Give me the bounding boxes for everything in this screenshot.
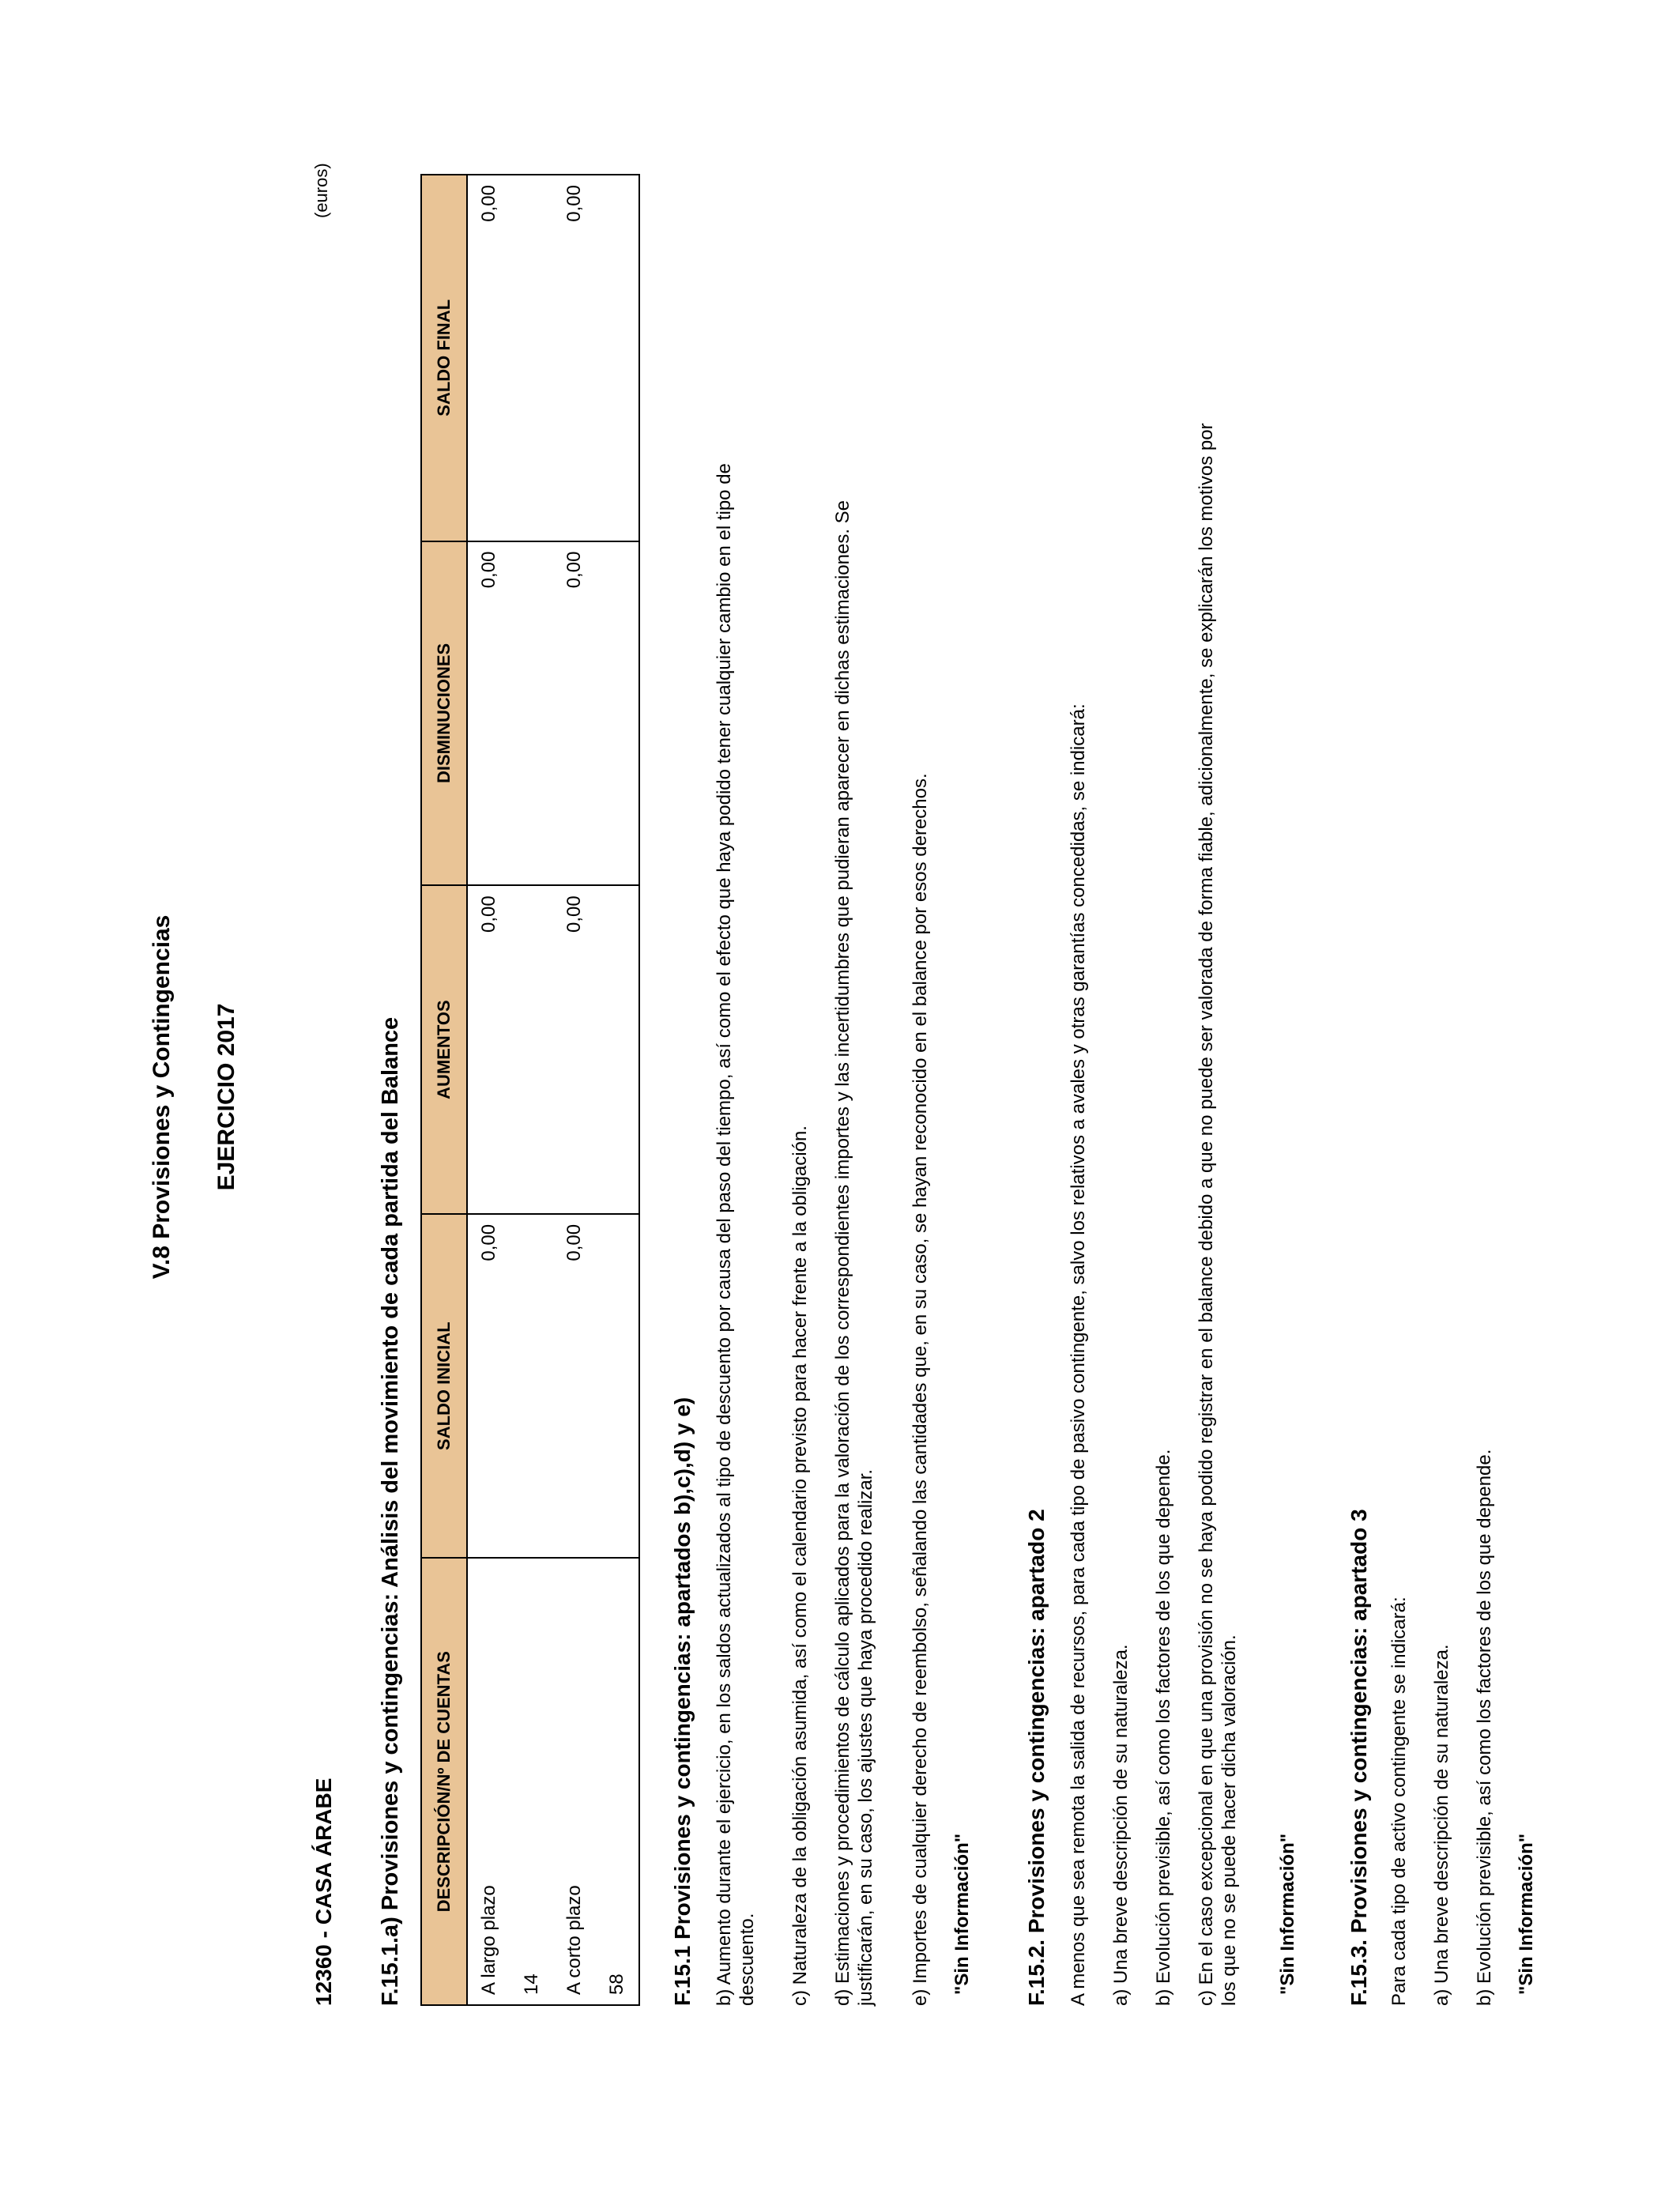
s1-b-line1: b) Aumento durante el ejercicio, en los saldos actualizados al tipo de descuento por causa del paso del tiempo, así como el efecto que haya podido tener cualquier cambio en el tipo de bbox=[714, 463, 735, 2006]
entity-name: 12360 - CASA ÁRABE bbox=[311, 1777, 336, 2006]
table-row bbox=[510, 175, 553, 2005]
cell-disminuciones: 0,00 bbox=[467, 541, 510, 886]
row-desc: A corto plazo bbox=[553, 1558, 596, 2005]
row-desc: 14 bbox=[510, 1558, 553, 2005]
s1-item-c: c) Naturaleza de la obligación asumida, así como el calendario previsto para hacer frente a la obligación. bbox=[789, 1125, 811, 2006]
s3-intro: Para cada tipo de activo contingente se indicará: bbox=[1388, 1596, 1410, 2006]
s2-intro: A menos que sea remota la salida de recursos, para cada tipo de pasivo contingente, salvo los relativos a avales y otras garantías concedidas, se indicará: bbox=[1068, 703, 1089, 2006]
s1-sin-informacion: "Sin Información" bbox=[951, 1833, 973, 1995]
cell-saldo-final: 0,00 bbox=[553, 175, 596, 541]
unit-label: (euros) bbox=[311, 163, 331, 218]
header-aumentos: AUMENTOS bbox=[421, 885, 467, 1214]
table-row bbox=[467, 175, 510, 2005]
s2-sin-informacion: "Sin Información" bbox=[1277, 1833, 1298, 1995]
provisions-table bbox=[420, 174, 640, 2006]
s2-item-c bbox=[1195, 172, 1241, 2006]
s1-item-e: e) Importes de cualquier derecho de reembolso, señalando las cantidades que, en su caso, se hayan reconocido en el balance por esos derechos. bbox=[910, 773, 931, 2006]
table-row bbox=[596, 175, 639, 2005]
s2-c-line2: los que no se puede hacer dicha valoración. bbox=[1219, 1634, 1240, 2006]
cell-saldo-inicial bbox=[596, 1214, 639, 1559]
s1-d-line1: d) Estimaciones y procedimientos de cálculo aplicados para la valoración de los correspondientes importes y las incertidumbres que pudieran aparecer en dichas estimaciones. Se bbox=[832, 499, 853, 2006]
s1-b-line2: descuento. bbox=[736, 1913, 758, 2006]
s2-c-line1: c) En el caso excepcional en que una provisión no se haya podido registrar en el balance debido a que no puede ser valorada de forma fiable, adicionalmente, se explicarán los motivos por bbox=[1196, 423, 1217, 2006]
cell-saldo-final: 0,00 bbox=[467, 175, 510, 541]
doc-title: V.8 Provisiones y Contingencias bbox=[149, 914, 175, 1280]
cell-saldo-inicial: 0,00 bbox=[467, 1214, 510, 1559]
cell-aumentos bbox=[510, 885, 553, 1214]
cell-disminuciones: 0,00 bbox=[553, 541, 596, 886]
header-saldo-inicial: SALDO INICIAL bbox=[421, 1214, 467, 1559]
table-header-row bbox=[421, 175, 467, 2005]
cell-aumentos: 0,00 bbox=[553, 885, 596, 1214]
cell-saldo-inicial bbox=[510, 1214, 553, 1559]
header-descripcion: DESCRIPCIÓN/Nº DE CUENTAS bbox=[421, 1558, 467, 2005]
s1-item-d bbox=[831, 172, 877, 2006]
table-heading: F.15.1.a) Provisiones y contingencias: Análisis del movimiento de cada partida del Balance bbox=[378, 1016, 403, 2006]
s3-item-a: a) Una breve descripción de su naturaleza. bbox=[1431, 1644, 1452, 2006]
cell-aumentos bbox=[596, 885, 639, 1214]
s1-item-b bbox=[713, 172, 759, 2006]
cell-saldo-final bbox=[510, 175, 553, 541]
s3-item-b: b) Evolución previsible, así como los factores de los que depende. bbox=[1474, 1449, 1495, 2006]
cell-aumentos: 0,00 bbox=[467, 885, 510, 1214]
s1-d-line2: justificarán, en su caso, los ajustes que haya procedido realizar. bbox=[855, 1468, 876, 2006]
cell-disminuciones bbox=[510, 541, 553, 886]
section-3-heading: F.15.3. Provisiones y contingencias: apartado 3 bbox=[1347, 1509, 1371, 2006]
cell-saldo-inicial: 0,00 bbox=[553, 1214, 596, 1559]
table-row bbox=[553, 175, 596, 2005]
row-desc: A largo plazo bbox=[467, 1558, 510, 2005]
cell-disminuciones bbox=[596, 541, 639, 886]
row-desc: 58 bbox=[596, 1558, 639, 2005]
exercise-title: EJERCICIO 2017 bbox=[213, 1003, 239, 1191]
s2-item-b: b) Evolución previsible, así como los factores de los que depende. bbox=[1153, 1449, 1174, 2006]
section-1-heading: F.15.1 Provisiones y contingencias: apartados b),c),d) y e) bbox=[670, 1397, 695, 2006]
s2-item-a: a) Una breve descripción de su naturaleza. bbox=[1110, 1644, 1132, 2006]
header-saldo-final: SALDO FINAL bbox=[421, 175, 467, 541]
cell-saldo-final bbox=[596, 175, 639, 541]
section-2-heading: F.15.2. Provisiones y contingencias: apartado 2 bbox=[1024, 1509, 1049, 2006]
s3-sin-informacion: "Sin Información" bbox=[1516, 1833, 1537, 1995]
header-disminuciones: DISMINUCIONES bbox=[421, 541, 467, 886]
